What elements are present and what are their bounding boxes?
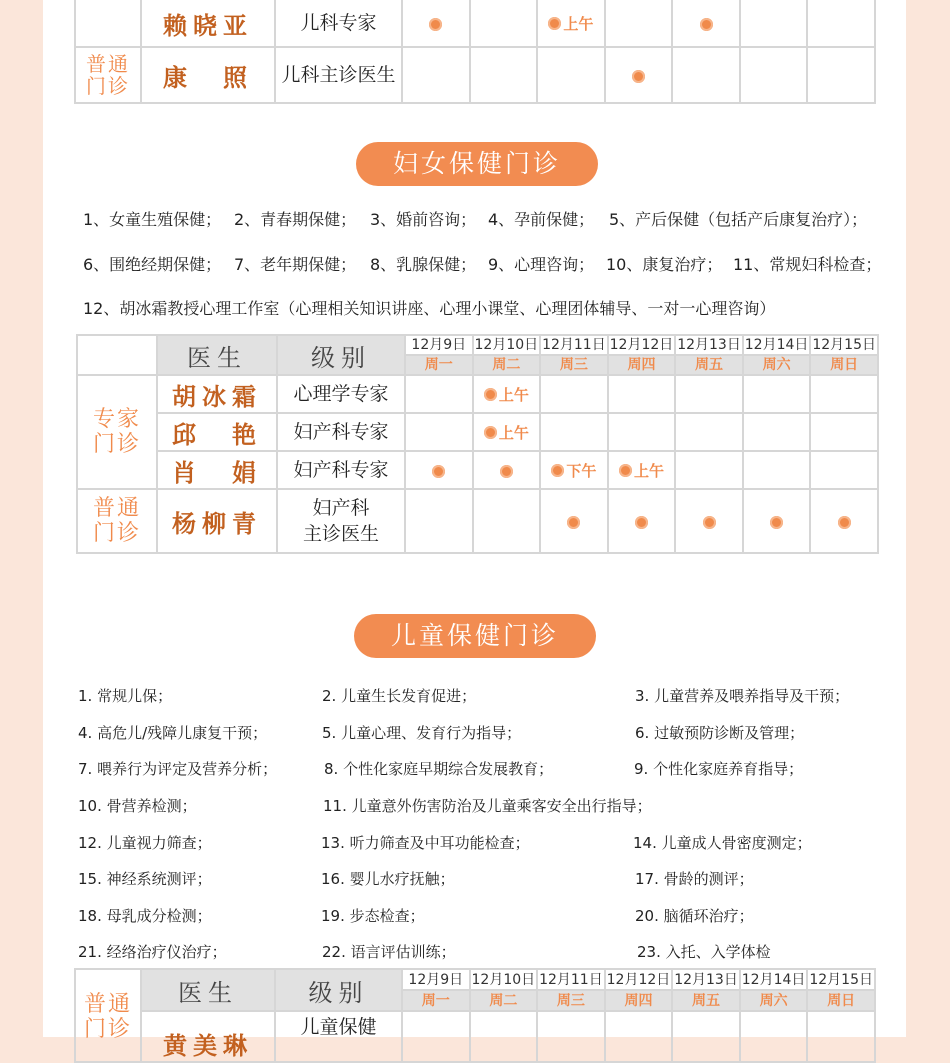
list-item: 11. 儿童意外伤害防治及儿童乘客安全出行指导； bbox=[323, 797, 652, 815]
slot-empty bbox=[675, 375, 743, 413]
flower-icon bbox=[838, 516, 851, 529]
list-item: 1. 常规儿保； bbox=[78, 687, 173, 705]
weekday-header: 周三 bbox=[537, 990, 605, 1011]
weekday-header: 周一 bbox=[405, 355, 473, 375]
flower-icon bbox=[432, 465, 445, 478]
flower-icon bbox=[567, 516, 580, 529]
doctor-name: 黄美琳 bbox=[141, 1011, 275, 1062]
list-item: 23. 入托、入学体检 bbox=[637, 943, 771, 961]
flower-icon bbox=[484, 426, 497, 439]
morning-mark: 上午 bbox=[633, 461, 664, 480]
slot-empty bbox=[402, 47, 470, 103]
list-item: 19. 步态检查； bbox=[321, 907, 425, 925]
slot-dot bbox=[540, 489, 608, 553]
date-header: 12月13日 bbox=[672, 969, 740, 990]
flower-icon bbox=[703, 516, 716, 529]
date-header: 12月11日 bbox=[537, 969, 605, 990]
flower-icon bbox=[635, 516, 648, 529]
service-item: 3、婚前咨询； bbox=[370, 210, 477, 229]
slot-empty bbox=[470, 0, 538, 47]
table-header-row bbox=[77, 335, 878, 355]
list-item: 14. 儿童成人骨密度测定； bbox=[633, 834, 812, 852]
slot-empty bbox=[807, 0, 875, 47]
slot-am bbox=[473, 413, 541, 451]
service-item: 7、老年期保健； bbox=[234, 255, 357, 274]
slot-empty bbox=[405, 413, 473, 451]
service-item: 5、产后保健（包括产后康复治疗）； bbox=[609, 210, 868, 229]
list-item: 16. 婴儿水疗抚触； bbox=[321, 870, 455, 888]
flower-icon bbox=[484, 388, 497, 401]
category-general-label: 普通门诊 bbox=[83, 992, 132, 1042]
flower-icon bbox=[429, 18, 442, 31]
doctor-name: 邱 艳 bbox=[157, 413, 277, 451]
date-header: 12月9日 bbox=[405, 335, 473, 355]
list-item: 3. 儿童营养及喂养指导及干预； bbox=[635, 687, 850, 705]
slot-empty bbox=[470, 47, 538, 103]
slot-empty bbox=[743, 451, 811, 489]
flower-icon bbox=[548, 17, 561, 30]
service-item: 1、女童生殖保健； bbox=[83, 210, 222, 229]
list-item: 4. 高危儿/残障儿康复干预； bbox=[78, 724, 268, 742]
doctor-level: 儿科专家 bbox=[275, 0, 402, 47]
slot-empty bbox=[473, 489, 541, 553]
list-item: 7. 喂养行为评定及营养分析； bbox=[78, 760, 278, 778]
table-header-row bbox=[75, 969, 875, 990]
slot-empty bbox=[605, 0, 673, 47]
slot-empty bbox=[540, 413, 608, 451]
list-item: 21. 经络治疗仪治疗； bbox=[78, 943, 227, 961]
slot-empty bbox=[405, 375, 473, 413]
slot-dot bbox=[810, 489, 878, 553]
header-corner bbox=[77, 335, 157, 375]
slot-empty bbox=[405, 489, 473, 553]
date-header: 12月9日 bbox=[402, 969, 470, 990]
slot-empty bbox=[743, 375, 811, 413]
slot-empty bbox=[740, 0, 808, 47]
service-item: 9、心理咨询； bbox=[488, 255, 595, 274]
service-item: 4、孕前保健； bbox=[488, 210, 595, 229]
slot-empty bbox=[810, 413, 878, 451]
list-item: 10. 骨营养检测； bbox=[78, 797, 197, 815]
header-level: 级别 bbox=[275, 969, 402, 1011]
date-header: 12月10日 bbox=[470, 969, 538, 990]
doctor-level: 儿科主诊医生 bbox=[275, 47, 402, 103]
header-doctor: 医生 bbox=[157, 335, 277, 375]
doctor-level-line2: 主诊医生 bbox=[302, 523, 379, 545]
list-item: 13. 听力筛查及中耳功能检查； bbox=[321, 834, 530, 852]
header-level: 级别 bbox=[277, 335, 405, 375]
category-general bbox=[77, 489, 157, 553]
category-general: 普通门诊 bbox=[75, 47, 141, 103]
list-item: 6. 过敏预防诊断及管理； bbox=[635, 724, 805, 742]
date-header: 12月14日 bbox=[740, 969, 808, 990]
weekday-header: 周四 bbox=[608, 355, 676, 375]
date-header: 12月15日 bbox=[807, 969, 875, 990]
morning-mark: 上午 bbox=[498, 423, 529, 442]
doctor-level bbox=[277, 489, 405, 553]
list-item: 8. 个性化家庭早期综合发展教育； bbox=[324, 760, 554, 778]
flower-icon bbox=[700, 18, 713, 31]
weekday-header: 周六 bbox=[743, 355, 811, 375]
slot-empty bbox=[810, 375, 878, 413]
weekday-header: 周五 bbox=[672, 990, 740, 1011]
date-header: 12月11日 bbox=[542, 337, 606, 353]
flower-icon bbox=[770, 516, 783, 529]
flower-icon bbox=[551, 464, 564, 477]
list-item: 5. 儿童心理、发育行为指导； bbox=[322, 724, 522, 742]
doctor-name: 肖 娟 bbox=[157, 451, 277, 489]
doctor-name: 杨柳青 bbox=[157, 489, 277, 553]
date-header: 12月13日 bbox=[677, 337, 741, 353]
list-item: 22. 语言评估训练； bbox=[322, 943, 456, 961]
weekday-header: 周四 bbox=[605, 990, 673, 1011]
table-row bbox=[77, 413, 878, 451]
slot-dot bbox=[672, 0, 740, 47]
slot-am bbox=[537, 0, 605, 47]
flower-icon bbox=[632, 70, 645, 83]
slot-empty bbox=[810, 451, 878, 489]
slot-empty bbox=[740, 47, 808, 103]
slot-dot bbox=[608, 489, 676, 553]
section-title-children: 儿童保健门诊 bbox=[354, 614, 596, 658]
service-item: 12、胡冰霜教授心理工作室（心理相关知识讲座、心理小课堂、心理团体辅导、一对一心理咨询） bbox=[83, 299, 776, 318]
date-header: 12月14日 bbox=[744, 337, 809, 353]
table-row bbox=[77, 489, 878, 553]
slot-am bbox=[473, 375, 541, 413]
service-item: 8、乳腺保健； bbox=[370, 255, 477, 274]
slot-dot bbox=[605, 47, 673, 103]
doctor-name: 胡冰霜 bbox=[157, 375, 277, 413]
table-row bbox=[75, 0, 875, 47]
table-row bbox=[77, 451, 878, 489]
slot-empty bbox=[537, 47, 605, 103]
slot-empty bbox=[672, 47, 740, 103]
category-general bbox=[75, 969, 141, 1062]
slot-dot bbox=[405, 451, 473, 489]
doctor-level-line1: 妇产科 bbox=[312, 497, 370, 519]
category-cell bbox=[75, 0, 141, 47]
service-item: 2、青春期保健； bbox=[234, 210, 357, 229]
weekday-header: 周三 bbox=[540, 355, 608, 375]
children-schedule-table bbox=[74, 968, 876, 1063]
list-item: 2. 儿童生长发育促进； bbox=[322, 687, 477, 705]
slot-dot bbox=[675, 489, 743, 553]
list-item: 20. 脑循环治疗； bbox=[635, 907, 754, 925]
slot-empty bbox=[743, 413, 811, 451]
section-title-women: 妇女保健门诊 bbox=[356, 142, 598, 186]
doctor-name: 康 照 bbox=[141, 47, 275, 103]
flower-icon bbox=[500, 465, 513, 478]
slot-dot bbox=[402, 0, 470, 47]
date-header: 12月10日 bbox=[474, 337, 539, 353]
weekday-header: 周五 bbox=[675, 355, 743, 375]
table-row bbox=[77, 375, 878, 413]
doctor-level: 心理学专家 bbox=[277, 375, 405, 413]
doctor-level: 妇产科专家 bbox=[277, 451, 405, 489]
slot-empty bbox=[675, 451, 743, 489]
slot-pm bbox=[540, 451, 608, 489]
date-header: 12月12日 bbox=[605, 969, 673, 990]
date-header: 12月15日 bbox=[812, 337, 876, 353]
list-item: 17. 骨龄的测评； bbox=[635, 870, 754, 888]
morning-mark: 上午 bbox=[563, 14, 594, 33]
doctor-level: 妇产科专家 bbox=[277, 413, 405, 451]
morning-mark: 上午 bbox=[498, 385, 529, 404]
weekday-header: 周日 bbox=[807, 990, 875, 1011]
header-doctor: 医生 bbox=[141, 969, 275, 1011]
list-item: 12. 儿童视力筛查； bbox=[78, 834, 212, 852]
slot-am bbox=[608, 451, 676, 489]
table-row bbox=[75, 47, 875, 103]
doctor-name: 赖晓亚 bbox=[141, 0, 275, 47]
weekday-header: 周二 bbox=[473, 355, 541, 375]
slot-dot bbox=[743, 489, 811, 553]
slot-empty bbox=[540, 375, 608, 413]
pediatric-schedule-table bbox=[74, 0, 876, 104]
slot-empty bbox=[608, 413, 676, 451]
weekday-header: 周一 bbox=[402, 990, 470, 1011]
list-item: 18. 母乳成分检测； bbox=[78, 907, 212, 925]
slot-empty bbox=[675, 413, 743, 451]
weekday-header: 周六 bbox=[740, 990, 808, 1011]
flower-icon bbox=[619, 464, 632, 477]
doctor-level: 儿童保健 bbox=[275, 1011, 402, 1062]
weekday-header: 周二 bbox=[470, 990, 538, 1011]
date-header: 12月12日 bbox=[609, 337, 674, 353]
women-schedule-table bbox=[76, 334, 879, 554]
afternoon-mark: 下午 bbox=[566, 461, 597, 480]
slot-empty bbox=[807, 47, 875, 103]
list-item: 15. 神经系统测评； bbox=[78, 870, 212, 888]
list-item: 9. 个性化家庭养育指导； bbox=[634, 760, 804, 778]
category-expert-label: 专家门诊 bbox=[92, 407, 141, 457]
service-item: 10、康复治疗； bbox=[606, 255, 723, 274]
slot-empty bbox=[608, 375, 676, 413]
category-expert bbox=[77, 375, 157, 489]
weekday-header: 周日 bbox=[810, 355, 878, 375]
service-item: 11、常规妇科检查； bbox=[733, 255, 882, 274]
service-item: 6、围绝经期保健； bbox=[83, 255, 222, 274]
slot-dot bbox=[473, 451, 541, 489]
category-general-label: 普通门诊 bbox=[92, 496, 141, 546]
